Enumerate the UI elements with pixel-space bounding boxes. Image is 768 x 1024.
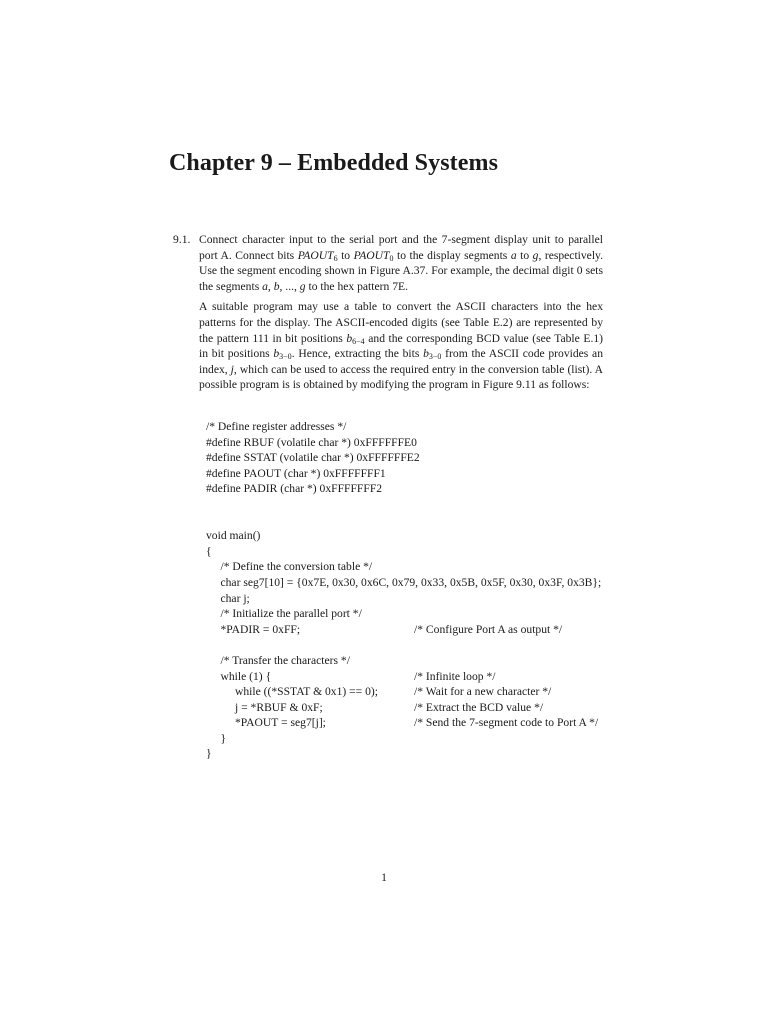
math-subscript: 6 [333,253,338,263]
code-text: j = *RBUF & 0xF; [206,700,323,714]
chapter-title: Chapter 9 – Embedded Systems [169,150,499,176]
code-text: /* Transfer the characters */ [206,653,350,667]
code-text: } [206,731,227,745]
p1-text: to [516,248,533,262]
code-comment: /* Send the 7-segment code to Port A */ [414,716,599,730]
code-text: #define PAOUT (char *) 0xFFFFFFF1 [206,466,386,480]
problem-9-1 [173,232,603,398]
code-line [206,435,666,451]
code-text: } [206,747,212,761]
code-comment: /* Infinite loop */ [414,669,496,683]
code-text: /* Define register addresses */ [206,420,347,433]
paragraph-1 [199,232,603,294]
code-comment: /* Wait for a new character */ [414,685,552,699]
math-var: a [510,248,517,262]
code-line [206,746,666,762]
code-text: *PAOUT = seg7[j]; [206,716,326,730]
code-text: { [206,544,212,558]
code-text: void main() [206,529,261,543]
p1-text: , ..., [279,279,300,293]
code-line [206,450,666,466]
p1-text: , respectively. Use the segment encoding shown in Figure A.37. For example, the decimal digit 0 sets the segments [199,248,603,293]
p1-text: , [267,279,274,293]
math-var: b [273,347,280,361]
math-var: PAOUT [297,248,334,262]
code-comment: /* Extract the BCD value */ [414,700,544,714]
code-line [206,731,666,747]
p2-text: . Hence, extracting the bits [291,347,424,361]
p1-text: to the display segments [393,248,511,262]
p1-text: Connect character input to the serial port and the 7-segment display unit to parallel port A. Connect bits [199,233,603,262]
code-line [206,481,666,497]
problem-body [199,232,603,393]
math-subscript: 3−0 [428,352,442,362]
math-var: g [532,248,539,262]
code-line [206,715,666,731]
code-text: *PADIR = 0xFF; [206,622,301,636]
code-text: while (1) { [206,669,272,683]
p2-text: A suitable program may use a table to convert the ASCII characters into the hex patterns for the display. The ASCII-encoded digits (see Table E.2) are represented by the pattern 111 in bit positions [199,300,603,345]
p2-text: and the corresponding BCD value (see Table E.1) in bit positions [199,331,603,361]
p2-text: , which can be used to access the required entry in the conversion table (list). A possible program is is obtained by modifying the program in Figure 9.11 as follows: [199,362,603,392]
code-comment: /* Configure Port A as output */ [414,622,563,636]
math-var: a [262,279,268,293]
code-line [206,606,666,622]
math-var: g [299,279,306,293]
code-line [206,575,666,591]
math-var: PAOUT [353,248,390,262]
code-line [206,669,666,685]
code-line [206,700,666,716]
p2-text: from the ASCII code provides an index, [199,347,603,376]
p1-text: to [337,248,354,262]
code-line [206,684,666,700]
problem-number: 9.1. [173,233,191,246]
code-text: char j; [206,591,250,605]
code-line [206,622,666,638]
code-line [206,528,666,544]
math-subscript: 0 [389,253,394,263]
math-var: b [346,331,353,345]
blank-line [206,513,666,529]
code-text: char seg7[10] = {0x7E, 0x30, 0x6C, 0x79, 0x33, 0x5B, 0x5F, 0x30, 0x3F, 0x3B}; [206,575,602,589]
math-var: j [230,362,234,376]
math-var: b [423,347,429,361]
code-line [206,466,666,482]
paragraph-2 [199,299,603,393]
blank-line [206,497,666,513]
code-listing [206,419,666,762]
math-var: b [273,279,280,293]
code-text: #define SSTAT (volatile char *) 0xFFFFFFE2 [206,451,420,465]
code-line [206,559,666,575]
math-subscript: 3−0 [279,352,292,362]
code-line [206,591,666,607]
code-line [206,419,666,435]
code-text: #define PADIR (char *) 0xFFFFFFF2 [206,482,383,496]
math-subscript: 6−4 [352,336,365,346]
p1-text: to the hex pattern 7E. [305,279,408,293]
code-text: /* Define the conversion table */ [206,560,373,574]
code-text: /* Initialize the parallel port */ [206,607,362,621]
code-line [206,544,666,560]
code-text: while ((*SSTAT & 0x1) == 0); [206,685,378,699]
code-text: #define RBUF (volatile char *) 0xFFFFFFE0 [206,435,417,449]
page-number: 1 [381,871,387,884]
blank-line [206,637,666,653]
code-line [206,653,666,669]
